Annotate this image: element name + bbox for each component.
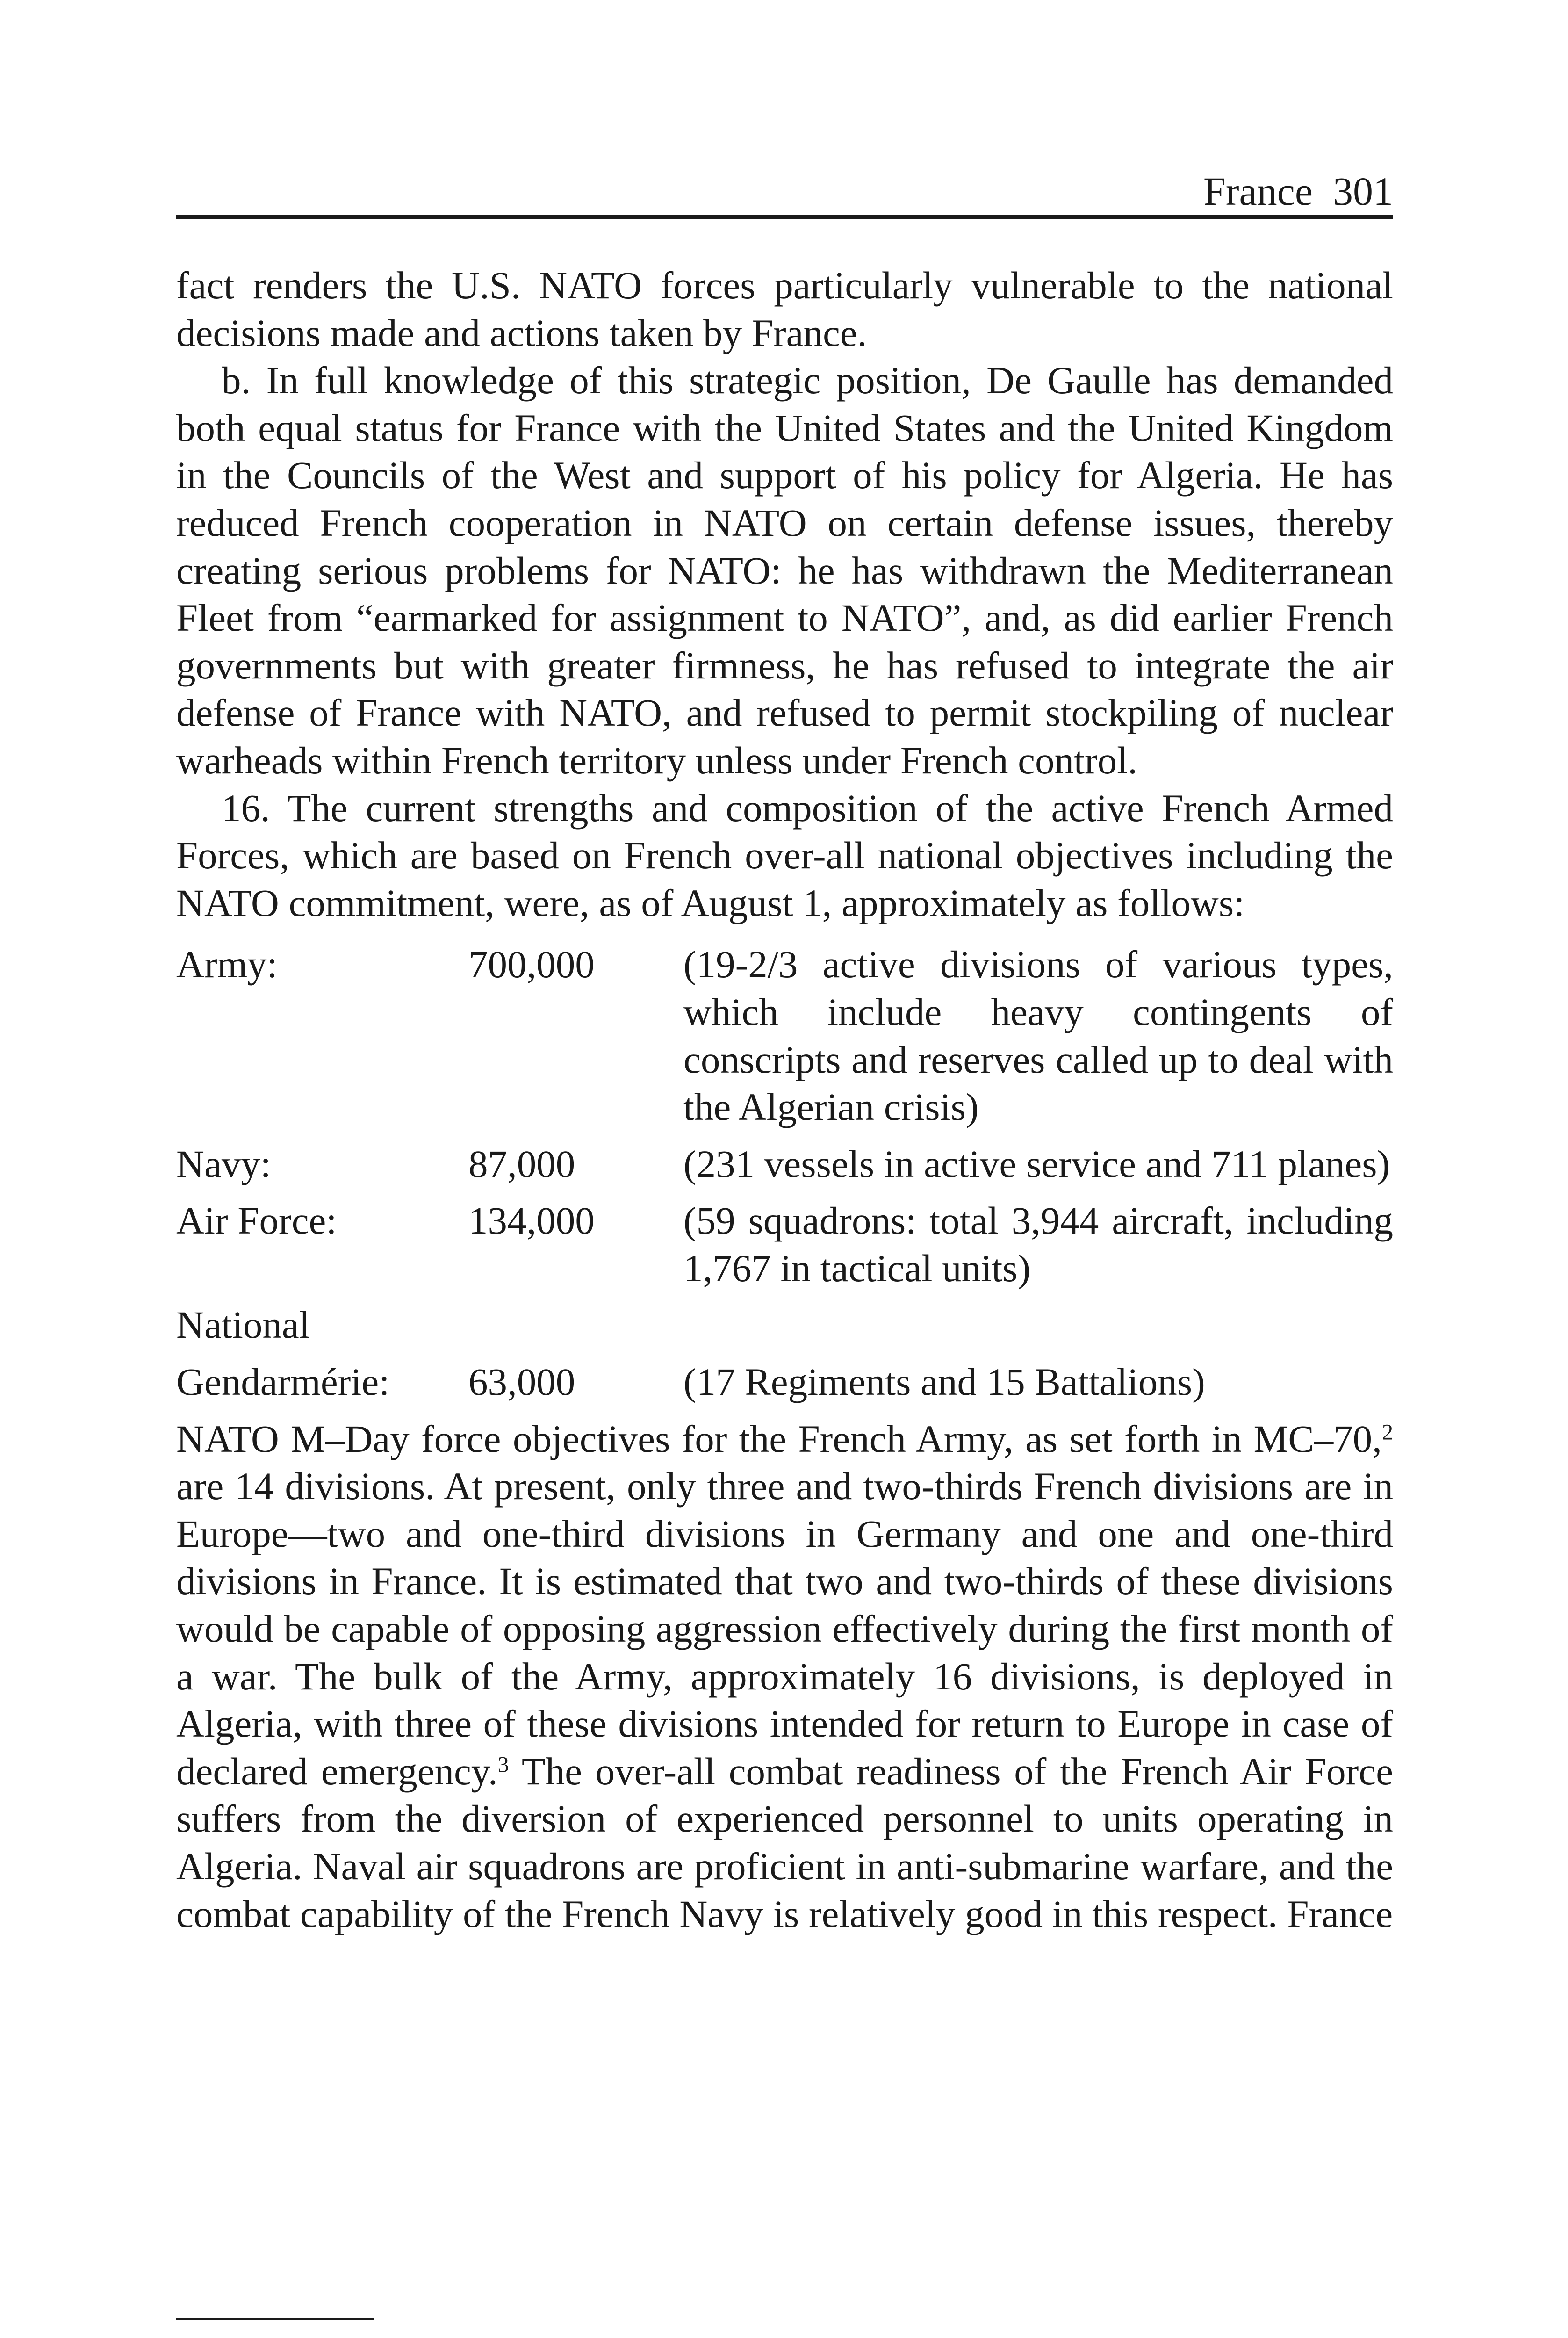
force-description: (59 squadrons: total 3,944 aircraft, including 1,767 in tactical units) [683,1199,1393,1290]
force-branch: Navy: [176,1142,271,1185]
force-branch: Army: [176,943,278,986]
running-header [176,167,1393,219]
force-row-navy [176,1140,1393,1188]
force-row-air-force [176,1197,1393,1292]
force-branch-line2: Gendarmérie: [176,1360,390,1404]
paragraph-text: NATO M–Day force objectives for the French Army, as set forth in MC–70, [176,1417,1382,1460]
force-count: 63,000 [468,1360,575,1404]
force-row-gendarmerie [176,1358,1393,1406]
force-count: 700,000 [468,943,595,986]
force-row-gendarmerie-label [176,1301,1393,1349]
footnote-ref: 3 [497,1752,509,1777]
force-description: (231 vessels in active service and 711 planes) [683,1142,1390,1185]
paragraph-continuation: fact renders the U.S. NATO forces particularly vulnerable to the national decisions made and actions taken by France. [176,264,1393,354]
paragraph-text: are 14 divisions. At present, only three and two-thirds French divisions are in Europe—two and one-third divisions in Germany and one and one-third divisions in France. It is estimated that two and two-thirds of these divisions would be capable of opposing aggression effectively during the first month of a war. The bulk of the Army, approximately 16 divisions, is deployed in Algeria, with three of these divisions intended for return to Europe in case of declared emergency. [176,1465,1393,1793]
force-description: (17 Regiments and 15 Battalions) [683,1360,1205,1404]
force-branch-line1: National [176,1303,310,1347]
body-text [176,262,1393,1938]
header-title: France [1203,169,1313,214]
force-count: 87,000 [468,1142,575,1185]
force-count: 134,000 [468,1199,595,1242]
force-branch: Air Force: [176,1199,337,1242]
paragraph-text: The over-all combat readiness of the French Air Force suffers from the diversion of experienced personnel to units operating in Algeria. Naval air squadrons are proficient in anti-submarine warfare, and the combat capability of the French Navy is relatively good in this respect. France [176,1749,1393,1935]
footnote-rule [176,2318,374,2320]
paragraph-nato-objectives [176,1415,1393,1938]
header-text [1203,169,1393,214]
page-number: 301 [1333,169,1393,214]
forces-table [176,941,1393,1406]
force-description: (19-2/3 active divisions of various types, which include heavy contingents of conscripts and reserves called up to deal with the Algerian crisis) [683,943,1393,1129]
footnote-ref: 2 [1381,1420,1393,1445]
force-row-army [176,941,1393,1131]
paragraph-16: 16. The current strengths and composition of the active French Armed Forces, which are based on French over-all national objectives including the NATO commitment, were, as of August 1, approximately as follows: [176,786,1393,924]
header-rule [176,215,1393,219]
paragraph-b: b. In full knowledge of this strategic position, De Gaulle has demanded both equal status for France with the United States and the United Kingdom in the Councils of the West and support of his policy for Algeria. He has reduced French cooperation in NATO on certain defense issues, thereby creating serious problems for NATO: he has withdrawn the Mediterranean Fleet from “earmarked for assignment to NATO”, and, as did earlier French governments but with greater firmness, he has refused to integrate the air defense of France with NATO, and refused to permit stockpiling of nuclear warheads within French territory unless under French control. [176,359,1393,782]
